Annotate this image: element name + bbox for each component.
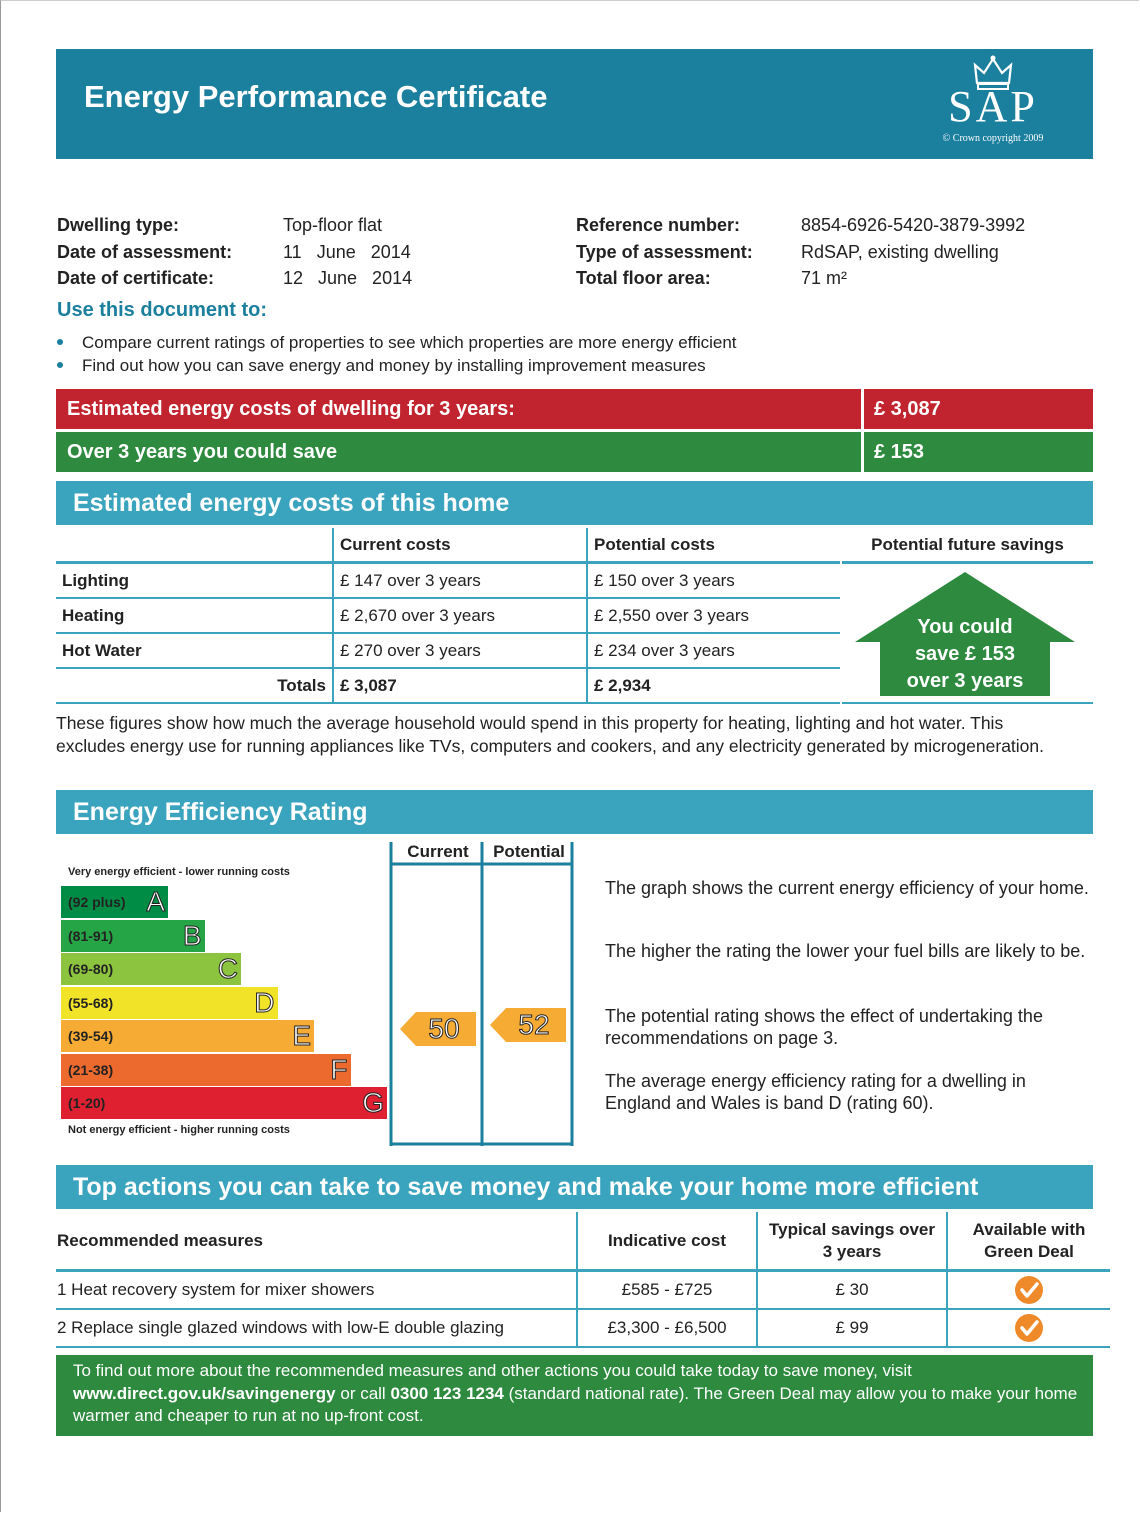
costs-note: These figures show how much the average household would spend in this property for heating, lighting and hot water. This excludes energy use for running appliances like TVs, computers and cookers, and any electricity generated by microgeneration.: [56, 713, 1044, 756]
rating-band-f: [61, 1054, 351, 1086]
use-bullet: Compare current ratings of properties to see which properties are more energy efficient: [57, 333, 737, 353]
header-banner: [56, 49, 1093, 159]
col-potential-savings: Potential future savings: [842, 528, 1093, 564]
rating-paragraph: The potential rating shows the effect of undertaking the recommendations on page 3.: [605, 1006, 1043, 1048]
cost-summary-bar: [56, 389, 1093, 429]
actions-table: [56, 1212, 1110, 1348]
col-recommended-measures: Recommended measures: [56, 1212, 577, 1271]
green-deal-cell: [947, 1271, 1110, 1310]
saving-cell: £ 30: [757, 1271, 947, 1310]
current-total: £ 3,087: [333, 668, 587, 703]
cost-cell: £585 - £725: [577, 1271, 757, 1310]
col-current-costs: Current costs: [333, 528, 587, 563]
potential-rating-value: 52: [518, 1009, 550, 1040]
col-potential-costs: Potential costs: [587, 528, 840, 563]
costs-table: [56, 528, 840, 704]
reference-value: 8854-6926-5420-3879-3992: [801, 215, 1026, 235]
measure-cell: 2 Replace single glazed windows with low-E double glazing: [56, 1309, 577, 1347]
band-range: (55-68): [68, 994, 114, 1011]
very-efficient-note: Very energy efficient - lower running costs: [68, 866, 290, 878]
rating-paragraph: The higher the rating the lower your fuel bills are likely to be.: [605, 941, 1086, 961]
dwelling-type-value: Top-floor flat: [283, 215, 383, 235]
table-row: [56, 1271, 1110, 1310]
col-indicative-cost: Indicative cost: [577, 1212, 757, 1271]
band-letter: E: [292, 1020, 311, 1051]
rating-section-header: Energy Efficiency Rating: [56, 790, 1093, 834]
floor-area-value: 71 m²: [801, 268, 848, 288]
page-title: Energy Performance Certificate: [84, 79, 548, 114]
band-letter: C: [217, 953, 238, 984]
rating-band-g: [61, 1087, 387, 1119]
band-range: (21-38): [68, 1061, 114, 1078]
date-assessment-value: 11 June 2014: [283, 242, 411, 262]
sap-logo-text: SAP: [948, 82, 1038, 131]
copyright-text: © Crown copyright 2009: [942, 133, 1044, 144]
rating-band-e: [61, 1020, 314, 1052]
table-row: [56, 563, 840, 599]
costs-section-header: Estimated energy costs of this home: [56, 481, 1093, 525]
table-header-row: [56, 1212, 1110, 1271]
check-icon: [1014, 1313, 1044, 1343]
current-cost-cell: £ 270 over 3 years: [333, 633, 587, 668]
current-cost-cell: £ 2,670 over 3 years: [333, 598, 587, 633]
row-label: Lighting: [56, 563, 333, 599]
table-row: [56, 1309, 1110, 1347]
savings-house-text: You could save £ 153 over 3 years: [906, 616, 1024, 692]
type-assessment-value: RdSAP, existing dwelling: [801, 242, 999, 262]
cost-summary-label: Estimated energy costs of dwelling for 3 years:: [67, 398, 515, 420]
totals-label: Totals: [56, 668, 333, 703]
green-deal-cell: [947, 1309, 1110, 1347]
rating-paragraph: The average energy efficiency rating for a dwelling in England and Wales is band D (rating 60).: [605, 1071, 1026, 1113]
saving-cell: £ 99: [757, 1309, 947, 1347]
rating-band-c: [61, 953, 241, 985]
potential-cost-cell: £ 150 over 3 years: [587, 563, 840, 599]
table-header-row: [56, 528, 840, 563]
current-rating-value: 50: [428, 1013, 460, 1044]
table-row: [56, 633, 840, 668]
sap-logo: [923, 53, 1063, 153]
date-certificate-value: 12 June 2014: [283, 268, 413, 288]
use-title: Use this document to:: [57, 299, 268, 321]
col-current-rating: Current: [407, 842, 469, 861]
band-letter: G: [362, 1087, 384, 1118]
potential-total: £ 2,934: [587, 668, 840, 703]
potential-cost-cell: £ 2,550 over 3 years: [587, 598, 840, 633]
band-letter: B: [182, 919, 202, 951]
measure-cell: 1 Heat recovery system for mixer showers: [56, 1271, 577, 1310]
dwelling-type-label: Dwelling type:: [57, 215, 180, 235]
band-letter: F: [330, 1053, 348, 1085]
date-assessment-label: Date of assessment:: [57, 242, 233, 262]
save-summary-bar: [56, 432, 1093, 472]
row-label: Heating: [56, 598, 333, 633]
bullet-dot-icon: [57, 362, 63, 368]
footer-info: To find out more about the recommended measures and other actions you could take today to save money, visit www.direct.gov.uk/savingenergy or call 0300 123 1234 (standard national rate). The Green Deal may allow you to make your home warmer and cheaper to run at no up-front cost.: [56, 1355, 1093, 1436]
potential-cost-cell: £ 234 over 3 years: [587, 633, 840, 668]
reference-label: Reference number:: [576, 215, 741, 235]
phone-number: 0300 123 1234: [390, 1383, 504, 1403]
row-label: Hot Water: [56, 633, 333, 668]
col-green-deal: Available with Green Deal: [947, 1212, 1110, 1271]
cost-cell: £3,300 - £6,500: [577, 1309, 757, 1347]
band-letter: A: [146, 886, 165, 917]
use-bullet: Find out how you can save energy and money by installing improvement measures: [57, 356, 706, 376]
rating-band-b: [61, 920, 205, 952]
save-summary-value: £ 153: [874, 441, 925, 463]
band-range: (1-20): [68, 1095, 106, 1111]
totals-row: [56, 668, 840, 703]
rating-band-a: [61, 886, 168, 918]
rating-band-d: [61, 987, 278, 1019]
table-row: [56, 598, 840, 633]
bullet-dot-icon: [57, 339, 63, 345]
date-certificate-label: Date of certificate:: [57, 268, 215, 288]
col-typical-savings: Typical savings over 3 years: [757, 1212, 947, 1271]
actions-section-header: Top actions you can take to save money and make your home more efficient: [56, 1165, 1093, 1209]
save-summary-label: Over 3 years you could save: [67, 441, 338, 463]
band-range: (92 plus): [68, 894, 126, 910]
band-letter: D: [254, 986, 275, 1018]
current-cost-cell: £ 147 over 3 years: [333, 563, 587, 599]
not-efficient-note: Not energy efficient - higher running costs: [68, 1124, 290, 1136]
check-icon: [1014, 1275, 1044, 1305]
rating-paragraph: The graph shows the current energy efficiency of your home.: [605, 878, 1089, 898]
col-potential-rating: Potential: [493, 842, 565, 861]
savingenergy-link[interactable]: www.direct.gov.uk/savingenergy: [73, 1383, 336, 1403]
cost-summary-value: £ 3,087: [874, 398, 941, 420]
type-assessment-label: Type of assessment:: [576, 242, 753, 262]
band-range: (81-91): [68, 927, 114, 944]
band-range: (39-54): [68, 1028, 114, 1044]
floor-area-label: Total floor area:: [576, 268, 711, 288]
band-range: (69-80): [68, 961, 114, 977]
